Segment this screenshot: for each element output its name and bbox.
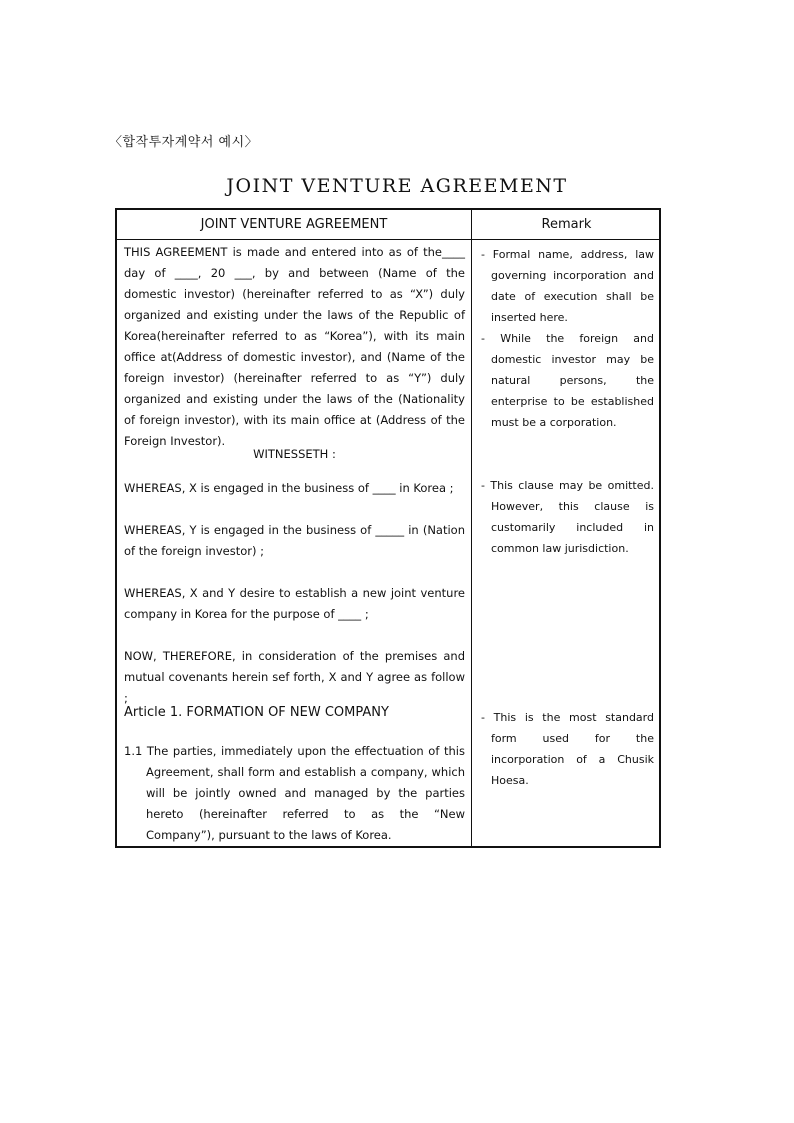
remark-formal-name: - Formal name, address, law governing incorporation and date of execution shall be inserted here.: [481, 248, 654, 324]
whereas-clause-2: WHEREAS, Y is engaged in the business of _____ in (Nation of the foreign investor) ;: [124, 523, 465, 558]
column-header-agreement: JOINT VENTURE AGREEMENT: [200, 217, 388, 232]
remark-clause-omitted: - This clause may be omitted. However, this clause is customarily included in common law jurisdiction.: [481, 479, 654, 555]
witnesseth-heading: WITNESSETH :: [253, 447, 336, 461]
column-header-remark: Remark: [541, 217, 592, 232]
intro-paragraph: THIS AGREEMENT is made and entered into as of the____ day of ____, 20 ___, by and between (Name of the domestic investor) (hereinafter referred to as “X”) duly organized and existing under the laws of the Republic of Korea(hereinafter referred to as “Korea”), with its main office at(Address of domestic investor), and (Name of the foreign investor) (hereinafter referred to as “Y”) duly organized and existing under the laws of the (Nationality of foreign investor), with its main office at (Address of the Foreign Investor).: [124, 245, 465, 448]
document-caption: 〈합작투자계약서 예시〉: [109, 135, 259, 150]
header-divider: [117, 239, 659, 240]
remark-standard-form: - This is the most standard form used for the incorporation of a Chusik Hoesa.: [481, 711, 654, 787]
clause-1-1: 1.1 The parties, immediately upon the effectuation of this Agreement, shall form and establish a company, which will be jointly owned and managed by the parties hereto (hereinafter referred to as the “New Company”), pursuant to the laws of Korea.: [124, 744, 465, 842]
remark-corporation: - While the foreign and domestic investor may be natural persons, the enterprise to be established must be a corporation.: [481, 332, 654, 429]
column-divider: [471, 210, 472, 846]
now-therefore-clause: NOW, THEREFORE, in consideration of the premises and mutual covenants herein sef forth, X and Y agree as follow ;: [124, 649, 465, 705]
document-title: JOINT VENTURE AGREEMENT: [226, 175, 568, 197]
agreement-table: [115, 208, 661, 848]
whereas-clause-3: WHEREAS, X and Y desire to establish a new joint venture company in Korea for the purpose of ____ ;: [124, 586, 465, 621]
article-1-heading: Article 1. FORMATION OF NEW COMPANY: [124, 705, 389, 720]
whereas-clause-1: WHEREAS, X is engaged in the business of ____ in Korea ;: [124, 481, 454, 495]
